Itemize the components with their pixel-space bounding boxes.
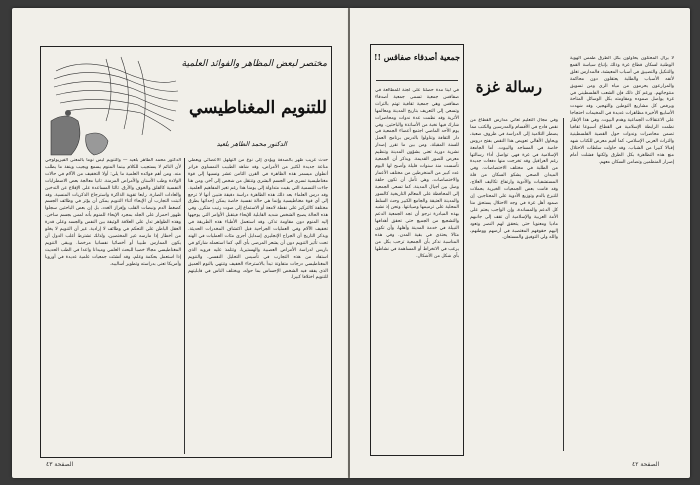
page-number-left: الصفحة ٤٣ [46, 461, 74, 468]
sidebar-title: جمعية أصدقاء صفاقس !! [373, 52, 461, 62]
right-page [350, 8, 690, 478]
sidebar-text: في لينا مدة حصلنا على لجنة للمطالعة في صفاقس جمعية تسمى جمعية أصدقاء صفاقس وهي جمعية ثقافية تهتم بالتراث وتسعى إلى التعريف بتاريخ المدينة ومعالمها الأثرية وقد نظمت عدة ندوات ومحاضرات شارك فيها نخبة من الأساتذة والباحثين. وفي يوم الأحد الماضي اجتمع أعضاء الجمعية في دار الثقافة وتناولوا بالدرس برنامج العمل للسنة المقبلة، ومن بين ما تقرر إصدار نشرية دورية تعنى بشؤون المدينة وتنظيم معرض للصور القديمة. ويذكر أن الجمعية تأسست منذ سنوات قليلة وأصبح لها اليوم عدد كبير من المنخرطين من مختلف الأعمار والاختصاصات، وهي تأمل أن تكون حلقة وصل بين أجيال المدينة. كما تسعى الجمعية إلى المحافظة على المعالم التاريخية كالسور والمدينة العتيقة والجامع الكبير وحث السلط المحلية على ترميمها وصيانتها. ونحن إذ نشيد بهذه المبادرة نرجو أن تجد الجمعية الدعم والتشجيع من الجميع حتى تحقق أهدافها النبيلة في خدمة المدينة وأهلها، وأن تكون مثالا يحتذى في بقية المدن. وفي هذه المناسبة نذكر بأن الجمعية ترحب بكل من يرغب في الانخراط أو المساهمة في نشاطها بأي شكل من الأشكال. [375, 88, 459, 259]
main-column-divider [563, 118, 564, 451]
article-title: للتنويم المغناطيسي [188, 98, 327, 118]
main-column-2: وفي مجال التعليم تعاني مدارس القطاع من نقص فادح في الأقسام والمدرسين والكتب مما يضطر التلاميذ إلى الدراسة في ظروف صعبة، ويحاول الأهالي تعويض هذا النقص بفتح دروس خاصة في المساجد والبيوت. أما الجامعة الإسلامية في غزة فهي تواصل أداء رسالتها رغم العراقيل وقد تخرجت منها دفعات جديدة من الطلبة في مختلف الاختصاصات. وفي الميدان الصحي يشكو السكان من قلة المستشفيات والأدوية وارتفاع تكاليف العلاج، وقد قامت بعض الجمعيات الخيرية بحملات للتبرع بالدم وتوزيع الأدوية على المحتاجين. إن صمود أهل غزة في وجه الاحتلال يستحق منا كل الدعم والمساندة، وإن الواجب يحتم على الأمة العربية والإسلامية أن تقف إلى جانبهم ماديا ومعنويا حتى يتحقق لهم النصر وتعود إليهم حقوقهم المغتصبة في أرضهم ووطنهم، والله ولي التوفيق والمستعان. [470, 118, 558, 241]
article-byline: الدكتور محمد الطاهر بلعيد [216, 140, 287, 148]
main-column-1: لا يزال المحتلون يحاولون بكل الطرق طمس الهوية الوطنية لسكان قطاع غزة وذلك بإتباع سياسة القمع والتنكيل والتضييق في أسباب المعيشة، فالمدارس تغلق لأتفه الأسباب والطلبة يعتقلون دون محاكمة والمزارعون يحرمون من مياه الري ومن تسويق منتوجاتهم. ورغم كل ذلك فإن الشعب الفلسطيني في غزة يواصل صموده ومقاومته بكل الوسائل المتاحة ويرفض كل مشاريع التوطين والتهجير، وقد شهدت الأسابيع الأخيرة مظاهرات عديدة في المخيمات احتجاجا على الاعتقالات الجماعية وهدم البيوت. وفي هذا الإطار نظمت الرابطة الإسلامية في القطاع أسبوعا ثقافيا تضمن محاضرات وندوات حول القضية الفلسطينية والتراث العربي الإسلامي، كما أقيم معرض للكتاب شهد إقبالا كبيرا من الشباب. وقد حاولت سلطات الاحتلال منع هذه التظاهرة بكل الطرق ولكنها فشلت أمام إصرار المنظمين وتضامن السكان معهم. [570, 56, 674, 165]
left-page [12, 8, 348, 478]
article-column-1: حدث غريب ظهر بالصدفة ويؤدي إلى نوع من التهلهل الأعضائي ويعطي مناعة جديدة لكثير من الأمراض، وقد شاهد الطبيب النمساوي فرانز أنطوان ميسمر هذه الظاهرة في القرن الثامن عشر ونسبها إلى قوة مغناطيسية تسري في الجسم البشري وتنتقل من شخص إلى آخر، ومن هنا جاءت التسمية التي بقيت متداولة إلى يومنا هذا رغم تغير المفاهيم العلمية. وقد درس العلماء بعد ذلك هذه الظاهرة دراسة دقيقة فتبين أنها لا ترجع إلى أي قوة مغناطيسية وإنما هي حالة نفسية خاصة يمكن إحداثها بطرق مختلفة كالتركيز على نقطة لامعة أو الاستماع إلى صوت رتيب متكرر. وفي هذه الحالة يصبح الشخص شديد القابلية للإيحاء فيتقبل الأوامر التي يوجهها إليه المنوم دون مقاومة تذكر، وقد استعمل الأطباء هذه الطريقة في تخفيف الآلام وفي العمليات الجراحية قبل اكتشاف المخدرات الحديثة. ويذكر التاريخ أن الجراح الإنجليزي إسدايل أجرى مئات العمليات في الهند تحت تأثير التنويم دون أن يشعر المرضى بأي ألم، كما استعمله شاركو في باريس لدراسة الأمراض العصبية والهستيريا، وتتلمذ عليه فرويد الذي استفاد من هذه التجارب في تأسيس التحليل النفسي. والتنويم المغناطيسي درجات متفاوتة تبدأ بالاسترخاء الخفيف وتنتهي بالنوم العميق الذي يفقد فيه الشخص الإحساس بما حوله، ويختلف الناس في قابليتهم للتنويم اختلافا كبيرا. [188, 158, 328, 281]
sidebar-title-rule [376, 80, 458, 81]
article-subtitle: مختصر لبعض المظاهر والفوائد العلمية [181, 58, 327, 69]
main-title: رسالة غزة [475, 78, 542, 96]
page-number-right: الصفحة ٤٢ [632, 461, 660, 468]
article-column-2: الدكتور محمد الطاهر بلعيد — والتنويم ليس نوما بالمعنى الفيزيولوجي لأن النائم لا يستجيب للكلام بينما المنوم يسمع ويجيب وينفذ ما يطلب منه. ومن أهم فوائده العلمية ما يلي: أولا التخفيف من الآلام في حالات الولادة وطب الأسنان والأمراض المزمنة. ثانيا معالجة بعض الاضطرابات النفسية كالقلق والخوف والأرق. ثالثا المساعدة على الإقلاع عن التدخين والعادات الضارة. رابعا تقوية الذاكرة واسترجاع الذكريات المنسية. وقد أثبتت التجارب أن الإيحاء أثناء التنويم يمكن أن يؤثر في وظائف الجسم كضغط الدم ونبضات القلب وإفراز الغدد، بل إن بعض الباحثين سجلوا ظهور احمرار على الجلد بمجرد الإيحاء للمنوم بأنه لمس بجسم ساخن. وهذه الظواهر تدل على العلاقة الوثيقة بين النفس والجسد وعلى قدرة العقل الباطن على التحكم في وظائف لا إرادية. غير أن التنويم لا يخلو من أخطار إذا مارسه غير المختصين، ولذلك تشترط أغلب الدول أن يكون الممارس طبيبا أو أخصائيا نفسانيا مرخصا. ويبقى التنويم المغناطيسي مجالا خصبا للبحث العلمي وميدانا واعدا في الطب الحديث إذا استعمل بحكمة وعلم، وقد أنشئت جمعيات علمية عديدة في أوروبا وأمريكا تعنى بدراسته وتطوير أساليبه. [45, 158, 181, 267]
column-divider [184, 158, 185, 454]
